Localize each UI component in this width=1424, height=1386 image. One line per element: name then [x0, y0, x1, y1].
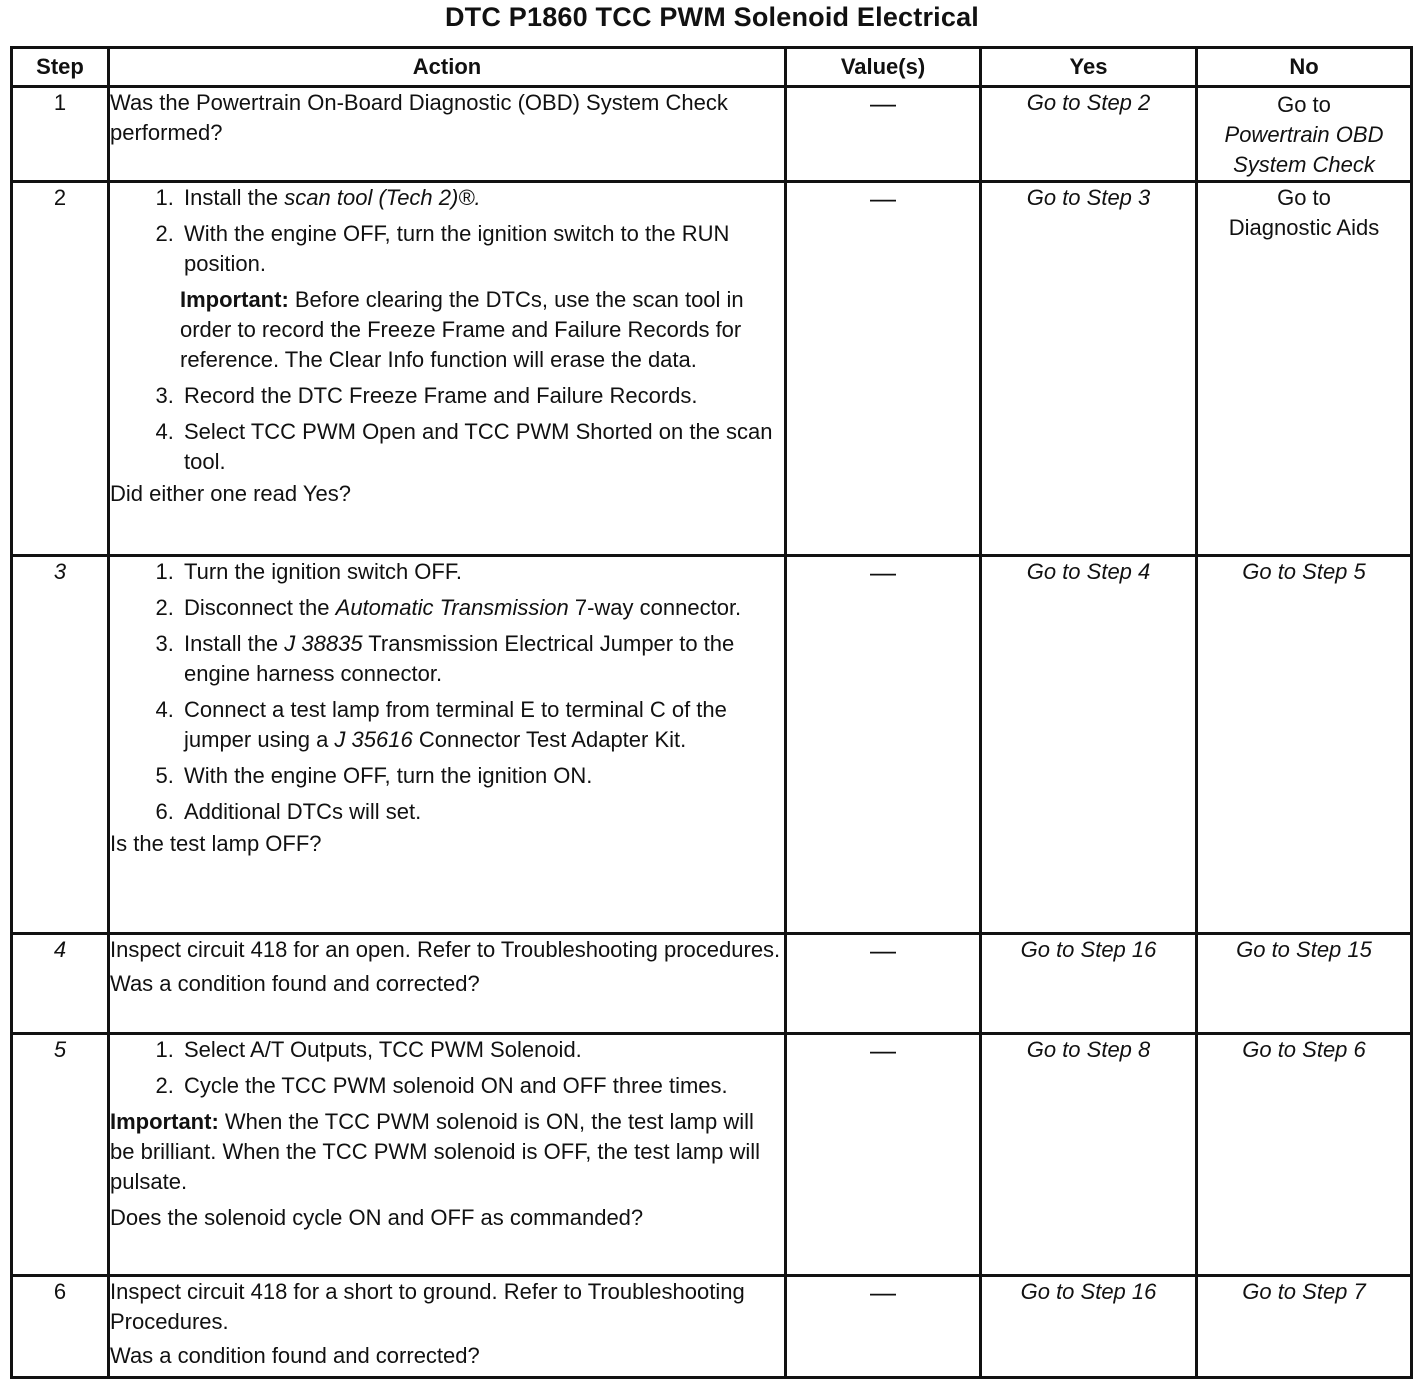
list-item: 6. Additional DTCs will set.	[180, 797, 784, 827]
important-note: Important: Before clearing the DTCs, use the scan tool in order to record the Freeze Frame and Failure Records for reference. The Clear Info function will erase the data.	[180, 287, 744, 372]
header-yes: Yes	[981, 48, 1197, 87]
list-item: 3. Record the DTC Freeze Frame and Failure Records.	[180, 381, 784, 411]
action-question: Did either one read Yes?	[110, 481, 351, 506]
action-cell	[109, 1034, 786, 1276]
no-link[interactable]	[1197, 182, 1412, 556]
action-cell	[109, 1276, 786, 1378]
instruction-list	[110, 1035, 784, 1101]
value-cell: —	[786, 87, 981, 182]
list-item: 1. Install the scan tool (Tech 2)®.	[180, 183, 784, 213]
list-item: 2. Cycle the TCC PWM solenoid ON and OFF three times.	[180, 1071, 784, 1101]
step-number: 2	[12, 182, 109, 556]
action-question: Does the solenoid cycle ON and OFF as commanded?	[110, 1205, 644, 1230]
header-values: Value(s)	[786, 48, 981, 87]
action-cell	[109, 182, 786, 556]
action-question: Was a condition found and corrected?	[110, 971, 480, 996]
step-number: 6	[12, 1276, 109, 1378]
table-row-step-4	[12, 934, 1412, 1034]
value-cell: —	[786, 182, 981, 556]
list-item: 4. Select TCC PWM Open and TCC PWM Shorted on the scan tool.	[180, 417, 784, 477]
table-header-row	[12, 48, 1412, 87]
header-action: Action	[109, 48, 786, 87]
step-number: 3	[12, 556, 109, 934]
no-link[interactable]: Go to Step 7	[1197, 1276, 1412, 1378]
no-link-prefix: Go to	[1277, 92, 1331, 117]
list-item: 4. Connect a test lamp from terminal E to terminal C of the jumper using a J 35616 Connector Test Adapter Kit.	[180, 695, 784, 755]
no-link-target: Powertrain OBD System Check	[1224, 122, 1384, 177]
instruction-list	[110, 557, 784, 827]
list-item: 5. With the engine OFF, turn the ignition ON.	[180, 761, 784, 791]
no-link-target: Diagnostic Aids	[1228, 215, 1380, 240]
diagnostic-table	[10, 46, 1413, 1379]
page-title: DTC P1860 TCC PWM Solenoid Electrical	[444, 2, 980, 32]
action-cell	[109, 556, 786, 934]
important-note: Important: When the TCC PWM solenoid is ON, the test lamp will be brilliant. When the TCC PWM solenoid is OFF, the test lamp will pulsate.	[110, 1109, 761, 1194]
table-row-step-2	[12, 182, 1412, 556]
yes-link[interactable]: Go to Step 2	[981, 87, 1197, 182]
yes-link[interactable]: Go to Step 16	[981, 934, 1197, 1034]
step-number: 5	[12, 1034, 109, 1276]
list-item: 2. Disconnect the Automatic Transmission 7-way connector.	[180, 593, 784, 623]
no-link[interactable]: Go to Step 6	[1197, 1034, 1412, 1276]
action-cell	[109, 934, 786, 1034]
instruction-list	[110, 183, 784, 279]
no-link[interactable]	[1197, 87, 1412, 182]
list-item: 3. Install the J 38835 Transmission Electrical Jumper to the engine harness connector.	[180, 629, 784, 689]
header-no: No	[1197, 48, 1412, 87]
list-item: 1. Select A/T Outputs, TCC PWM Solenoid.	[180, 1035, 784, 1065]
table-row-step-1	[12, 87, 1412, 182]
header-step: Step	[12, 48, 109, 87]
action-question: Is the test lamp OFF?	[110, 831, 322, 856]
no-link[interactable]: Go to Step 15	[1197, 934, 1412, 1034]
step-number: 4	[12, 934, 109, 1034]
no-link-prefix: Go to	[1277, 185, 1331, 210]
yes-link[interactable]: Go to Step 8	[981, 1034, 1197, 1276]
step-number: 1	[12, 87, 109, 182]
value-cell: —	[786, 934, 981, 1034]
list-item: 2. With the engine OFF, turn the ignition switch to the RUN position.	[180, 219, 784, 279]
action-question: Was a condition found and corrected?	[110, 1343, 480, 1368]
list-item: 1. Turn the ignition switch OFF.	[180, 557, 784, 587]
action-cell	[109, 87, 786, 182]
value-cell: —	[786, 1034, 981, 1276]
yes-link[interactable]: Go to Step 3	[981, 182, 1197, 556]
no-link[interactable]: Go to Step 5	[1197, 556, 1412, 934]
value-cell: —	[786, 556, 981, 934]
action-text: Inspect circuit 418 for a short to ground. Refer to Troubleshooting Procedures.	[110, 1279, 745, 1334]
yes-link[interactable]: Go to Step 4	[981, 556, 1197, 934]
action-question: Was the Powertrain On-Board Diagnostic (OBD) System Check performed?	[110, 90, 728, 145]
table-row-step-6	[12, 1276, 1412, 1378]
table-row-step-5	[12, 1034, 1412, 1276]
yes-link[interactable]: Go to Step 16	[981, 1276, 1197, 1378]
instruction-list	[110, 381, 784, 477]
value-cell: —	[786, 1276, 981, 1378]
table-row-step-3	[12, 556, 1412, 934]
action-text: Inspect circuit 418 for an open. Refer to Troubleshooting procedures.	[110, 937, 781, 962]
